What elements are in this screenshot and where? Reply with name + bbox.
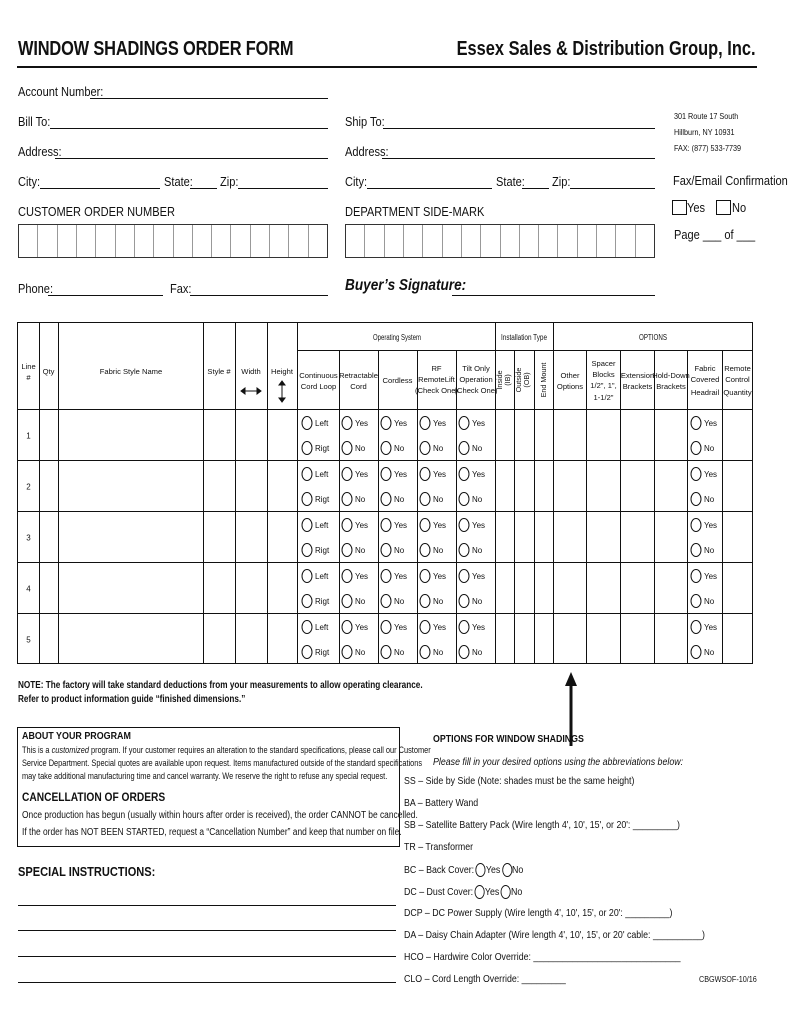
option-text: Dust Cover:	[426, 885, 474, 898]
radio-label-yes: Yes	[394, 521, 408, 530]
option-code: SS	[404, 775, 416, 787]
radio-label-no: No	[394, 495, 405, 504]
option-item-dc	[404, 885, 522, 899]
form-title: WINDOW SHADINGS ORDER FORM	[18, 38, 294, 60]
rf-remotelift-no-radio[interactable]	[420, 442, 430, 455]
option-dash: –	[415, 797, 426, 809]
radio-label-right: Rigt	[315, 648, 330, 657]
fax-label: Fax:	[170, 281, 192, 296]
radio-label-no: No	[355, 495, 366, 504]
radio-label-yes: Yes	[433, 521, 447, 530]
bc-yes-radio[interactable]	[476, 863, 486, 877]
header-cordless: Cordless	[382, 376, 413, 385]
option-dash: –	[416, 863, 427, 876]
radio-label-left: Left	[315, 521, 329, 530]
header-fabric-covered-2: Covered	[690, 375, 720, 384]
radio-label-yes: Yes	[704, 521, 718, 530]
radio-label-right: Rigt	[315, 444, 330, 453]
phone-label: Phone:	[18, 281, 54, 296]
radio-label-left: Left	[315, 419, 329, 428]
header-tilt-2: Operation	[459, 375, 493, 384]
dc-no-radio[interactable]	[501, 885, 511, 899]
option-item-bc	[404, 863, 523, 877]
radio-label-no: No	[394, 648, 405, 657]
option-text: Hardwire Color Override: ______________________________	[433, 951, 681, 963]
header-remote-1: Remote	[724, 364, 751, 373]
rf-remotelift-yes-radio[interactable]	[420, 468, 430, 481]
header-inside: Inside(IB)	[495, 370, 512, 390]
radio-label-no: No	[704, 495, 715, 504]
header-spacer-3: 1/2", 1",	[590, 381, 617, 390]
radio-label-left: Left	[315, 623, 329, 632]
header-continuous-2: Cord Loop	[300, 382, 337, 391]
tilt-only-yes-radio[interactable]	[459, 621, 469, 634]
header-extension-1: Extension	[620, 371, 655, 380]
header-line: Line	[21, 362, 36, 371]
option-radio-label: Yes	[485, 863, 501, 876]
radio-label-no: No	[433, 648, 444, 657]
radio-label-no: No	[355, 597, 366, 606]
form-code: CBGWSOF-10/16	[699, 974, 757, 984]
buyers-signature-label: Buyer’s Signature:	[345, 277, 467, 294]
dimension-arrow-icons	[241, 381, 285, 402]
tilt-only-no-radio[interactable]	[459, 646, 469, 659]
tilt-only-no-radio[interactable]	[459, 544, 469, 557]
radio-label-right: Rigt	[315, 597, 330, 606]
continuous-right-radio[interactable]	[302, 646, 312, 659]
department-side-mark-label: DEPARTMENT SIDE-MARK	[345, 204, 485, 219]
retractable-yes-radio[interactable]	[342, 417, 352, 430]
row-number: 1	[26, 431, 31, 441]
bill-to-field[interactable]	[50, 128, 328, 129]
continuous-right-radio[interactable]	[302, 442, 312, 455]
rf-remotelift-no-radio[interactable]	[420, 493, 430, 506]
option-dash: –	[423, 951, 434, 963]
option-item-clo	[404, 973, 566, 985]
confirmation-yes-label: Yes	[687, 200, 706, 215]
confirmation-yes-checkbox[interactable]	[672, 200, 687, 215]
ship-to-field[interactable]	[383, 128, 655, 129]
special-instructions-label: SPECIAL INSTRUCTIONS:	[18, 864, 156, 879]
fabric-covered-no-radio[interactable]	[691, 493, 701, 506]
rf-remotelift-no-radio[interactable]	[420, 646, 430, 659]
cordless-yes-radio[interactable]	[381, 417, 391, 430]
cancellation-text-2: If the order has NOT BEEN STARTED, request a “Cancellation Number” and keep that number on file.	[22, 827, 402, 838]
option-text: Daisy Chain Adapter (Wire length 4', 10', 15', or 20' cable: __________)	[425, 929, 705, 941]
radio-label-no: No	[433, 444, 444, 453]
rf-remotelift-no-radio[interactable]	[420, 595, 430, 608]
special-instructions-line-3[interactable]	[18, 956, 396, 957]
header-height: Height	[271, 367, 293, 376]
cordless-yes-radio[interactable]	[381, 570, 391, 583]
program-text-1: This is a customized program. If your customer requires an alteration to the standard specifications, please call our Customer	[22, 745, 431, 755]
tilt-only-yes-radio[interactable]	[459, 417, 469, 430]
radio-label-yes: Yes	[704, 470, 718, 479]
department-side-mark-boxes[interactable]	[345, 224, 655, 258]
options-subheading: Please fill in your desired options using the abbreviations below:	[433, 756, 684, 768]
radio-label-no: No	[704, 444, 715, 453]
options-heading: OPTIONS FOR WINDOW SHADINGS	[433, 733, 584, 745]
option-code: SB	[404, 819, 416, 831]
retractable-no-radio[interactable]	[342, 646, 352, 659]
radio-label-yes: Yes	[472, 623, 486, 632]
option-code: DC	[404, 885, 417, 898]
header-end-mount: End Mount	[539, 362, 548, 398]
cancellation-text-1: Once production has begun (usually within hours after order is received), the order CANNOT be cancelled.	[22, 810, 418, 821]
cordless-no-radio[interactable]	[381, 595, 391, 608]
radio-label-no: No	[704, 597, 715, 606]
option-dash: –	[415, 841, 426, 853]
special-instructions-line-4[interactable]	[18, 982, 396, 983]
option-text: Transformer	[425, 841, 474, 853]
header-rf-3: (Check One)	[414, 386, 459, 395]
retractable-yes-radio[interactable]	[342, 468, 352, 481]
option-item-ba	[404, 797, 478, 809]
option-text: DC Power Supply (Wire length 4', 10', 15', or 20': _________)	[432, 907, 673, 919]
ship-state-label: State:	[496, 174, 525, 189]
address-line-2: Hillburn, NY 10931	[674, 127, 735, 137]
ship-city-label: City:	[345, 174, 368, 189]
radio-label-no: No	[355, 648, 366, 657]
radio-label-yes: Yes	[433, 470, 447, 479]
cordless-yes-radio[interactable]	[381, 468, 391, 481]
option-dash: –	[415, 929, 426, 941]
header-outside: Outside(OB)	[514, 367, 531, 393]
option-text: Satellite Battery Pack (Wire length 4', 10', 15', or 20': _________)	[425, 819, 680, 831]
retractable-no-radio[interactable]	[342, 493, 352, 506]
rf-remotelift-yes-radio[interactable]	[420, 621, 430, 634]
option-text: Battery Wand	[425, 797, 479, 809]
ship-address-label: Address:	[345, 144, 389, 159]
header-qty: Qty	[42, 367, 55, 376]
row-number: 4	[26, 584, 31, 594]
continuous-right-radio[interactable]	[302, 595, 312, 608]
continuous-left-radio[interactable]	[302, 519, 312, 532]
option-text: Side by Side (Note: shades must be the same height)	[425, 775, 635, 787]
option-code: BC	[404, 863, 417, 876]
radio-label-left: Left	[315, 470, 329, 479]
fax-field[interactable]	[190, 295, 328, 296]
state-label: State:	[164, 174, 193, 189]
program-text-3: may take additional manufacturing time and cancel warranty. We reserve the right to refuse any special request.	[22, 771, 388, 781]
option-dash: –	[422, 973, 432, 985]
customer-order-number-label: CUSTOMER ORDER NUMBER	[18, 204, 175, 219]
option-code: HCO	[404, 951, 424, 963]
radio-label-no: No	[704, 648, 715, 657]
radio-label-no: No	[433, 546, 444, 555]
header-retractable-1: Retractable	[339, 371, 378, 380]
continuous-left-radio[interactable]	[302, 468, 312, 481]
header-fabric-covered-1: Fabric	[694, 364, 716, 373]
page-number-label: Page ___ of ___	[674, 227, 756, 242]
radio-label-no: No	[394, 444, 405, 453]
confirmation-no-checkbox[interactable]	[716, 200, 731, 215]
fabric-covered-no-radio[interactable]	[691, 646, 701, 659]
company-name: Essex Sales & Distribution Group, Inc.	[457, 38, 756, 60]
radio-label-no: No	[433, 495, 444, 504]
radio-label-no: No	[433, 597, 444, 606]
tilt-only-no-radio[interactable]	[459, 442, 469, 455]
option-code: DCP	[404, 907, 423, 919]
header-remote-3: Quantity	[723, 388, 752, 397]
radio-label-yes: Yes	[394, 470, 408, 479]
radio-label-no: No	[394, 597, 405, 606]
radio-label-yes: Yes	[433, 572, 447, 581]
radio-label-yes: Yes	[704, 572, 718, 581]
installation-type-header: Installation Type	[501, 333, 548, 342]
confirmation-no-option[interactable]	[716, 199, 731, 217]
option-text: Cord Length Override: _________	[431, 973, 566, 985]
continuous-left-radio[interactable]	[302, 417, 312, 430]
option-dash: –	[422, 907, 433, 919]
header-line-hash: #	[26, 373, 31, 382]
operating-system-header: Operating System	[373, 333, 422, 342]
radio-label-yes: Yes	[433, 419, 447, 428]
program-text-2: Service Department. Special quotes are available upon request. Items manufactured outside of the standard specifications	[22, 758, 423, 768]
ship-to-label: Ship To:	[345, 114, 385, 129]
option-code: TR	[404, 841, 416, 853]
address-label: Address:	[18, 144, 62, 159]
header-spacer-2: Blocks	[592, 370, 615, 379]
row-number: 3	[26, 533, 31, 543]
option-code: CLO	[404, 973, 423, 985]
special-instructions-line-1[interactable]	[18, 905, 396, 906]
fabric-covered-yes-radio[interactable]	[691, 570, 701, 583]
rf-remotelift-no-radio[interactable]	[420, 544, 430, 557]
bc-no-radio[interactable]	[502, 863, 512, 877]
fabric-covered-yes-radio[interactable]	[691, 519, 701, 532]
city-label: City:	[18, 174, 41, 189]
address-field[interactable]	[55, 158, 328, 159]
retractable-yes-radio[interactable]	[342, 621, 352, 634]
header-tilt-3: (Check One)	[454, 386, 498, 395]
radio-label-no: No	[472, 444, 483, 453]
radio-label-yes: Yes	[355, 521, 369, 530]
cancellation-heading: CANCELLATION OF ORDERS	[22, 790, 166, 804]
fabric-covered-yes-radio[interactable]	[691, 468, 701, 481]
header-extension-2: Brackets	[622, 382, 653, 391]
row-number: 5	[26, 635, 31, 645]
radio-label-no: No	[355, 546, 366, 555]
fabric-covered-no-radio[interactable]	[691, 442, 701, 455]
option-code: BA	[404, 797, 416, 809]
radio-label-yes: Yes	[355, 572, 369, 581]
radio-label-no: No	[355, 444, 366, 453]
header-tilt-1: Tilt Only	[462, 364, 490, 373]
ship-zip-field[interactable]	[570, 188, 655, 189]
radio-label-no: No	[472, 546, 483, 555]
ship-state-field[interactable]	[522, 188, 549, 189]
radio-label-yes: Yes	[704, 623, 718, 632]
tilt-only-no-radio[interactable]	[459, 595, 469, 608]
header-style-no: Style #	[207, 367, 231, 376]
option-item-dcp	[404, 907, 672, 919]
option-radio-label: No	[511, 885, 523, 898]
option-item-sb	[404, 819, 680, 831]
option-radio-label: Yes	[484, 885, 500, 898]
cordless-no-radio[interactable]	[381, 442, 391, 455]
state-field[interactable]	[190, 188, 217, 189]
note-line-2: Refer to product information guide “finished dimensions.”	[18, 694, 246, 705]
option-dash: –	[416, 885, 427, 898]
retractable-no-radio[interactable]	[342, 544, 352, 557]
header-remote-2: Control	[725, 375, 750, 384]
account-number-field[interactable]	[90, 98, 328, 99]
radio-label-left: Left	[315, 572, 329, 581]
header-width: Width	[241, 367, 261, 376]
retractable-no-radio[interactable]	[342, 595, 352, 608]
phone-field[interactable]	[48, 295, 163, 296]
header-rf-1: RF	[431, 364, 442, 373]
company-fax: FAX: (877) 533-7739	[674, 143, 742, 153]
option-item-hco	[404, 951, 681, 963]
radio-label-no: No	[472, 597, 483, 606]
radio-label-yes: Yes	[355, 419, 369, 428]
customer-order-number-boxes[interactable]	[18, 224, 328, 258]
cordless-no-radio[interactable]	[381, 646, 391, 659]
zip-label: Zip:	[220, 174, 239, 189]
tilt-only-yes-radio[interactable]	[459, 570, 469, 583]
fabric-covered-no-radio[interactable]	[691, 595, 701, 608]
header-holddown-1: Hold-Down	[652, 371, 690, 380]
radio-label-no: No	[394, 546, 405, 555]
city-field[interactable]	[40, 188, 160, 189]
cordless-no-radio[interactable]	[381, 544, 391, 557]
bill-to-label: Bill To:	[18, 114, 51, 129]
column-headers	[21, 359, 752, 402]
header-rf-2: RemoteLift	[418, 375, 455, 384]
continuous-right-radio[interactable]	[302, 544, 312, 557]
header-other-1: Other	[560, 371, 580, 380]
continuous-left-radio[interactable]	[302, 621, 312, 634]
rf-remotelift-yes-radio[interactable]	[420, 417, 430, 430]
option-dash: –	[415, 775, 426, 787]
radio-label-no: No	[472, 495, 483, 504]
radio-label-right: Rigt	[315, 495, 330, 504]
radio-label-yes: Yes	[355, 470, 369, 479]
option-item-da	[404, 929, 705, 941]
retractable-yes-radio[interactable]	[342, 570, 352, 583]
confirmation-no-label: No	[732, 200, 747, 215]
radio-label-yes: Yes	[704, 419, 718, 428]
about-program-heading: ABOUT YOUR PROGRAM	[22, 730, 131, 742]
row-number: 2	[26, 482, 31, 492]
cordless-yes-radio[interactable]	[381, 519, 391, 532]
note-line-1: NOTE: The factory will take standard deductions from your measurements to allow operating clearance.	[18, 680, 423, 691]
cordless-yes-radio[interactable]	[381, 621, 391, 634]
address-line-1: 301 Route 17 South	[674, 111, 739, 121]
option-item-ss	[404, 775, 634, 787]
option-code: DA	[404, 929, 416, 941]
continuous-right-radio[interactable]	[302, 493, 312, 506]
header-spacer-1: Spacer	[591, 359, 616, 368]
fabric-covered-no-radio[interactable]	[691, 544, 701, 557]
header-continuous-1: Continuous	[299, 371, 338, 380]
rf-remotelift-yes-radio[interactable]	[420, 519, 430, 532]
radio-label-yes: Yes	[433, 623, 447, 632]
option-dash: –	[415, 819, 426, 831]
buyers-signature-field[interactable]	[452, 295, 655, 296]
dc-yes-radio[interactable]	[475, 885, 485, 899]
header-fabric-style-name: Fabric Style Name	[99, 367, 163, 376]
confirmation-yes-option[interactable]	[672, 199, 687, 217]
ship-zip-label: Zip:	[552, 174, 571, 189]
zip-field[interactable]	[238, 188, 328, 189]
radio-label-yes: Yes	[472, 470, 486, 479]
radio-label-yes: Yes	[394, 419, 408, 428]
radio-label-yes: Yes	[394, 623, 408, 632]
radio-label-yes: Yes	[394, 572, 408, 581]
fabric-covered-yes-radio[interactable]	[691, 621, 701, 634]
continuous-left-radio[interactable]	[302, 570, 312, 583]
fax-email-confirmation-label: Fax/Email Confirmation	[673, 173, 788, 188]
account-number-label: Account Number:	[18, 84, 104, 99]
header-rule	[17, 66, 757, 68]
radio-label-no: No	[704, 546, 715, 555]
special-instructions-line-2[interactable]	[18, 930, 396, 931]
option-item-tr	[404, 841, 473, 853]
header-spacer-4: 1-1/2"	[593, 393, 614, 402]
fabric-covered-yes-radio[interactable]	[691, 417, 701, 430]
ship-address-field[interactable]	[382, 158, 655, 159]
tilt-only-yes-radio[interactable]	[459, 468, 469, 481]
option-text: Back Cover:	[426, 863, 475, 876]
radio-label-yes: Yes	[472, 521, 486, 530]
ship-city-field[interactable]	[367, 188, 492, 189]
radio-label-yes: Yes	[472, 572, 486, 581]
tilt-only-yes-radio[interactable]	[459, 519, 469, 532]
rf-remotelift-yes-radio[interactable]	[420, 570, 430, 583]
header-retractable-2: Cord	[350, 382, 367, 391]
radio-label-yes: Yes	[355, 623, 369, 632]
options-header: OPTIONS	[639, 333, 667, 342]
header-other-2: Options	[556, 382, 584, 391]
header-fabric-covered-3: Headrail	[690, 388, 720, 397]
retractable-no-radio[interactable]	[342, 442, 352, 455]
radio-label-right: Rigt	[315, 546, 330, 555]
option-radio-label: No	[512, 863, 524, 876]
tilt-only-no-radio[interactable]	[459, 493, 469, 506]
radio-label-yes: Yes	[472, 419, 486, 428]
header-holddown-2: Brackets	[656, 382, 686, 391]
radio-label-no: No	[472, 648, 483, 657]
cordless-no-radio[interactable]	[381, 493, 391, 506]
retractable-yes-radio[interactable]	[342, 519, 352, 532]
order-table	[0, 320, 770, 668]
